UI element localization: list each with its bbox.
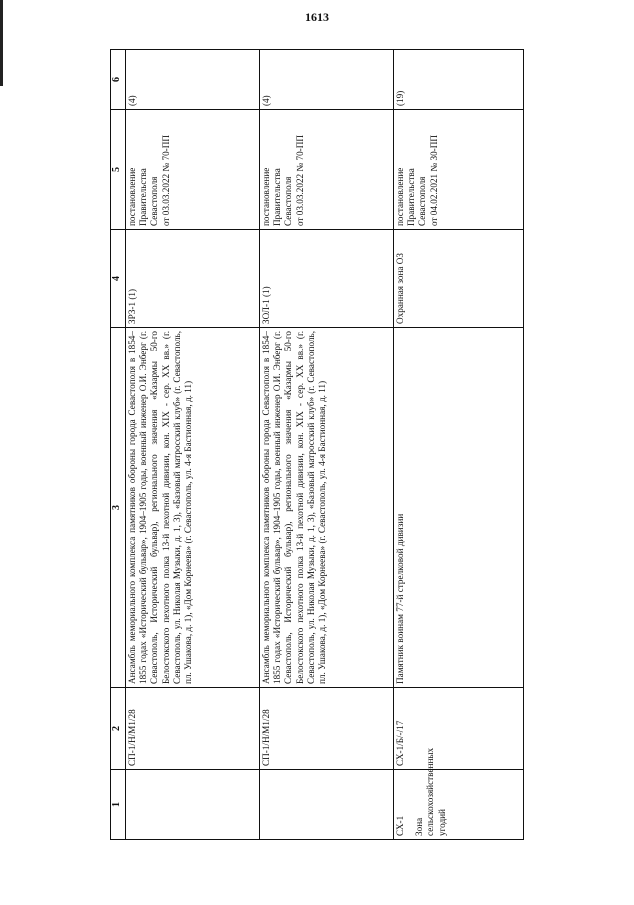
document-line: Правительства [272,168,283,226]
object-cell: Ансамбль мемориального комплекса памятников обороны города Севастополя в 1854–1855 годах «Исторический бульвар», 1904–1905 годы, военный инженер О.И. Энберг (г. Севастополь, Исторический бульвар), регионального значения «Казармы 50-го Белостокского пехотного полка 13-й пехотной дивизии, кон. XIX - сер. XX вв.» (г. Севастополь, ул. Николая Музыки, д. 1, 3), «Базовый матросский клуб» (г. Севастополь, пл. Ушакова, д. 1), «Дом Корнеева» (г. Севастополь, ул. 4-я Бастионная, д. 11) [260,328,394,688]
code-cell: СП-1/Н/М1/28 [126,688,260,770]
document-line: от 03.03.2022 № 70-ПП [294,134,305,226]
zone-id: СХ-1 [395,815,405,836]
protection-zone-cell: Охранная зона ОЗ [394,230,524,328]
table-header-row [111,50,126,840]
table-row [260,50,394,840]
table-row [394,50,524,840]
note-cell: (4) [260,50,394,110]
column-header-3: 3 [111,328,126,688]
zone-cell [260,770,394,840]
document-line: Севастополя [417,176,428,226]
document-line: от 04.02.2021 № 30-ПП [428,134,439,226]
document-cell [394,110,524,230]
document-line: Севастополя [283,176,294,226]
document-line: постановление [261,167,271,226]
document-line: Правительства [406,168,417,226]
column-header-2: 2 [111,688,126,770]
object-cell: Ансамбль мемориального комплекса памятников обороны города Севастополя в 1854–1855 годах «Исторический бульвар», 1904–1905 годы, военный инженер О.И. Энберг (г. Севастополь, Исторический бульвар), регионального значения «Казармы 50-го Белостокского пехотного полка 13-й пехотной дивизии, кон. XIX - сер. XX вв.» (г. Севастополь, ул. Николая Музыки, д. 1, 3), «Базовый матросский клуб» (г. Севастополь, пл. Ушакова, д. 1), «Дом Корнеева» (г. Севастополь, ул. 4-я Бастионная, д. 11) [126,328,260,688]
column-header-4: 4 [111,230,126,328]
column-header-5: 5 [111,110,126,230]
document-line: постановление [127,167,137,226]
document-cell [260,110,394,230]
zone-cell [126,770,260,840]
code-cell: СХ-1/Б/-/17 [394,688,524,770]
document-line: постановление [395,167,405,226]
document-line: Правительства [138,168,149,226]
document-table-rotated [110,50,524,840]
zone-name: Зона сельскохозяйственных угодий [414,747,447,836]
document-table [110,49,524,840]
code-cell: СП-1/Н/М1/28 [260,688,394,770]
note-cell: (19) [394,50,524,110]
page-number: 1613 [305,10,329,24]
protection-zone-cell: ЗОЛ-1 (1) [260,230,394,328]
protection-zone-cell: ЗРЗ-1 (1) [126,230,260,328]
document-cell [126,110,260,230]
table-row [126,50,260,840]
column-header-1: 1 [111,770,126,840]
note-cell: (4) [126,50,260,110]
zone-cell [394,747,524,840]
column-header-6: 6 [111,50,126,110]
object-cell: Памятник воинам 77-й стрелковой дивизии [394,328,524,688]
document-line: от 03.03.2022 № 70-ПП [160,134,171,226]
document-line: Севастополя [149,176,160,226]
